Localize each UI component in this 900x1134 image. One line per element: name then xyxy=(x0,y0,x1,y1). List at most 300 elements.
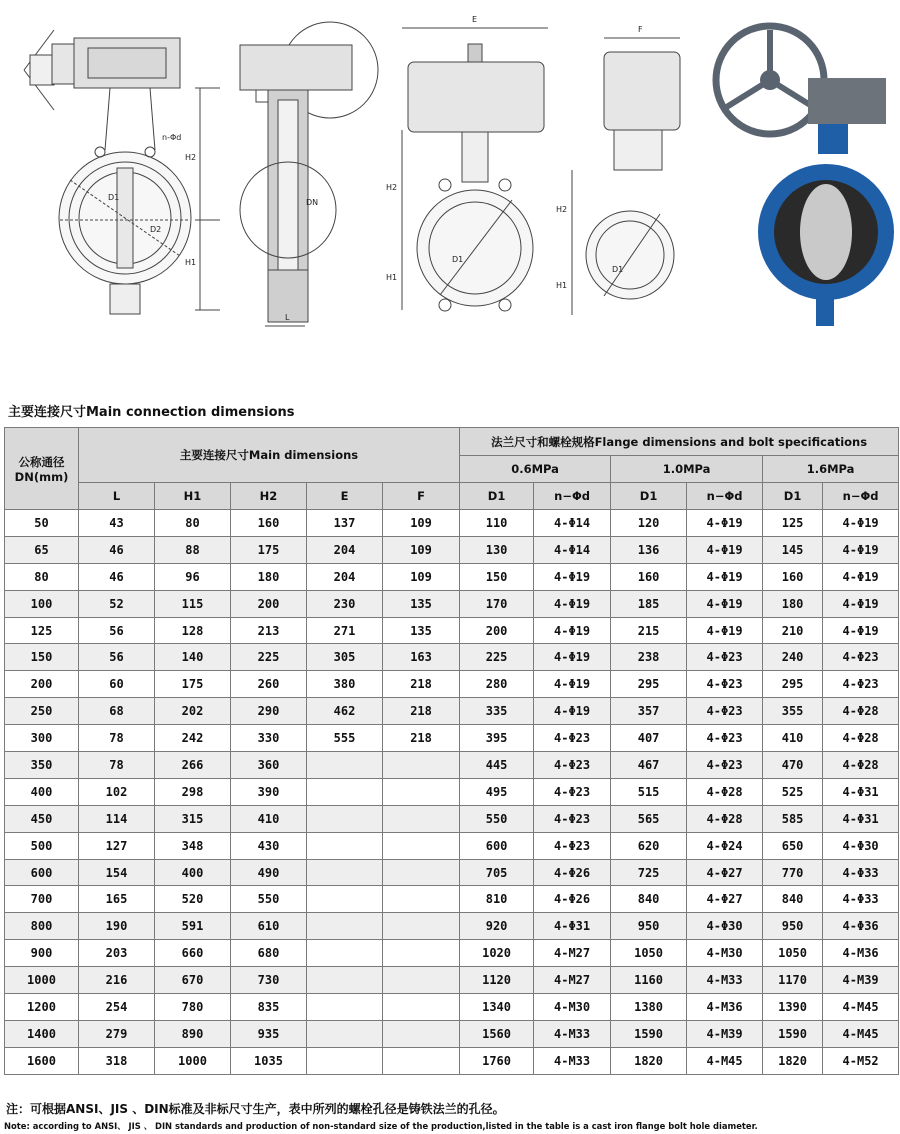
table-cell: 175 xyxy=(155,671,231,698)
technical-drawings xyxy=(0,0,900,340)
note-english: Note: according to ANSI、 JIS 、 DIN standards and production of non-standard size of the production,listed in the table is a cast iron flange bolt hole diameter. xyxy=(4,1121,758,1131)
table-row xyxy=(5,725,899,752)
table-cell: 218 xyxy=(383,671,460,698)
table-cell: 271 xyxy=(307,617,383,644)
table-cell: 1160 xyxy=(611,967,687,994)
table-cell: 4-Φ23 xyxy=(534,752,611,779)
table-cell: 190 xyxy=(79,913,155,940)
table-cell: 175 xyxy=(231,536,307,563)
table-cell: 154 xyxy=(79,859,155,886)
dimensions-table xyxy=(4,427,899,1075)
table-cell: 650 xyxy=(763,832,823,859)
table-cell: 80 xyxy=(155,510,231,537)
table-cell: 203 xyxy=(79,940,155,967)
table-cell: 1120 xyxy=(460,967,534,994)
table-cell: 110 xyxy=(460,510,534,537)
table-cell: 102 xyxy=(79,778,155,805)
table-cell: 4-Φ33 xyxy=(823,886,899,913)
table-cell: 163 xyxy=(383,644,460,671)
table-cell: 130 xyxy=(460,536,534,563)
table-cell: 490 xyxy=(231,859,307,886)
table-cell: 290 xyxy=(231,698,307,725)
table-cell: 445 xyxy=(460,752,534,779)
table-cell: 238 xyxy=(611,644,687,671)
col-d1-06: D1 xyxy=(460,483,534,510)
table-cell: 200 xyxy=(5,671,79,698)
table-cell: 1035 xyxy=(231,1047,307,1074)
table-cell: 250 xyxy=(5,698,79,725)
table-cell: 50 xyxy=(5,510,79,537)
table-cell: 4-Φ19 xyxy=(823,536,899,563)
table-cell: 4-M52 xyxy=(823,1047,899,1074)
label-l: L xyxy=(285,313,290,322)
drawing-side-section xyxy=(240,22,378,326)
table-row xyxy=(5,886,899,913)
col-nphi-10: n−Φd xyxy=(687,483,763,510)
table-cell: 109 xyxy=(383,563,460,590)
table-cell: 230 xyxy=(307,590,383,617)
table-cell: 4-M39 xyxy=(687,1020,763,1047)
table-cell: 136 xyxy=(611,536,687,563)
table-cell: 160 xyxy=(231,510,307,537)
label-h2-fig4: H2 xyxy=(556,205,568,214)
table-cell xyxy=(307,913,383,940)
table-cell: 78 xyxy=(79,752,155,779)
table-cell: 114 xyxy=(79,805,155,832)
table-cell: 1170 xyxy=(763,967,823,994)
table-cell: 4-Φ31 xyxy=(823,778,899,805)
table-row xyxy=(5,617,899,644)
header-flange: 法兰尺寸和螺栓规格Flange dimensions and bolt specifications xyxy=(460,428,899,456)
valve-product-illustration xyxy=(716,26,894,326)
table-cell: 125 xyxy=(5,617,79,644)
table-row xyxy=(5,563,899,590)
table-cell: 1380 xyxy=(611,994,687,1021)
table-cell: 1050 xyxy=(611,940,687,967)
table-cell: 1560 xyxy=(460,1020,534,1047)
table-cell: 43 xyxy=(79,510,155,537)
table-cell: 610 xyxy=(231,913,307,940)
table-cell: 335 xyxy=(460,698,534,725)
table-cell: 170 xyxy=(460,590,534,617)
table-cell: 96 xyxy=(155,563,231,590)
table-cell: 890 xyxy=(155,1020,231,1047)
table-cell xyxy=(383,913,460,940)
label-h2-fig3: H2 xyxy=(386,183,398,192)
table-cell: 330 xyxy=(231,725,307,752)
table-cell: 4-M33 xyxy=(534,1020,611,1047)
table-cell: 935 xyxy=(231,1020,307,1047)
table-cell: 128 xyxy=(155,617,231,644)
table-cell xyxy=(307,832,383,859)
table-cell xyxy=(383,805,460,832)
table-cell: 525 xyxy=(763,778,823,805)
table-cell: 600 xyxy=(5,859,79,886)
table-cell: 4-Φ33 xyxy=(823,859,899,886)
table-cell: 4-Φ28 xyxy=(687,778,763,805)
table-cell: 4-Φ26 xyxy=(534,886,611,913)
table-cell: 80 xyxy=(5,563,79,590)
table-row xyxy=(5,967,899,994)
table-cell xyxy=(307,859,383,886)
table-row xyxy=(5,752,899,779)
label-h2: H2 xyxy=(185,153,197,162)
header-pressure-10: 1.0MPa xyxy=(611,456,763,483)
label-nphi: n-Φd xyxy=(162,133,182,142)
table-cell: 60 xyxy=(79,671,155,698)
table-cell xyxy=(307,778,383,805)
table-cell: 400 xyxy=(155,859,231,886)
drawing-front-view xyxy=(24,30,220,314)
table-cell: 520 xyxy=(155,886,231,913)
table-cell: 4-M39 xyxy=(823,967,899,994)
table-cell: 835 xyxy=(231,994,307,1021)
table-cell: 4-Φ19 xyxy=(687,510,763,537)
table-cell: 240 xyxy=(763,644,823,671)
table-cell: 4-M27 xyxy=(534,967,611,994)
table-cell: 56 xyxy=(79,617,155,644)
table-cell: 109 xyxy=(383,536,460,563)
table-cell: 4-M30 xyxy=(687,940,763,967)
col-e: E xyxy=(307,483,383,510)
table-cell: 216 xyxy=(79,967,155,994)
table-cell: 950 xyxy=(611,913,687,940)
table-cell xyxy=(383,752,460,779)
table-cell: 555 xyxy=(307,725,383,752)
table-cell: 1390 xyxy=(763,994,823,1021)
table-cell: 4-Φ23 xyxy=(534,832,611,859)
table-cell: 4-Φ30 xyxy=(687,913,763,940)
table-cell: 620 xyxy=(611,832,687,859)
table-cell: 56 xyxy=(79,644,155,671)
table-cell: 125 xyxy=(763,510,823,537)
table-row xyxy=(5,671,899,698)
table-cell: 135 xyxy=(383,590,460,617)
table-cell xyxy=(307,940,383,967)
table-cell: 467 xyxy=(611,752,687,779)
table-cell: 470 xyxy=(763,752,823,779)
col-h1: H1 xyxy=(155,483,231,510)
table-cell: 500 xyxy=(5,832,79,859)
table-cell: 680 xyxy=(231,940,307,967)
table-cell: 395 xyxy=(460,725,534,752)
table-cell: 800 xyxy=(5,913,79,940)
table-cell: 305 xyxy=(307,644,383,671)
table-cell: 900 xyxy=(5,940,79,967)
table-cell: 200 xyxy=(231,590,307,617)
table-cell: 4-Φ31 xyxy=(823,805,899,832)
table-cell: 1020 xyxy=(460,940,534,967)
table-cell: 4-Φ27 xyxy=(687,886,763,913)
table-cell: 4-Φ28 xyxy=(823,725,899,752)
table-cell: 390 xyxy=(231,778,307,805)
table-cell: 100 xyxy=(5,590,79,617)
header-pressure-16: 1.6MPa xyxy=(763,456,899,483)
table-cell xyxy=(307,967,383,994)
table-cell: 150 xyxy=(5,644,79,671)
table-row xyxy=(5,805,899,832)
table-cell: 450 xyxy=(5,805,79,832)
table-cell: 1050 xyxy=(763,940,823,967)
table-cell: 4-Φ23 xyxy=(687,752,763,779)
table-cell: 4-Φ19 xyxy=(534,698,611,725)
table-cell xyxy=(383,967,460,994)
table-cell: 4-Φ23 xyxy=(823,644,899,671)
table-cell: 4-M36 xyxy=(823,940,899,967)
table-cell xyxy=(307,1020,383,1047)
table-cell: 4-Φ23 xyxy=(687,725,763,752)
table-cell: 78 xyxy=(79,725,155,752)
table-cell xyxy=(383,940,460,967)
label-e: E xyxy=(472,15,478,24)
table-cell: 4-Φ14 xyxy=(534,536,611,563)
table-cell: 1200 xyxy=(5,994,79,1021)
table-cell: 200 xyxy=(460,617,534,644)
label-h1-fig3: H1 xyxy=(386,273,398,282)
drawing-pneumatic-side xyxy=(572,38,680,315)
table-cell: 4-Φ19 xyxy=(823,617,899,644)
table-cell: 204 xyxy=(307,536,383,563)
table-cell: 52 xyxy=(79,590,155,617)
table-cell: 462 xyxy=(307,698,383,725)
table-cell: 315 xyxy=(155,805,231,832)
table-cell: 920 xyxy=(460,913,534,940)
table-cell: 1760 xyxy=(460,1047,534,1074)
table-cell: 254 xyxy=(79,994,155,1021)
table-cell xyxy=(383,1047,460,1074)
table-cell: 204 xyxy=(307,563,383,590)
table-cell xyxy=(383,859,460,886)
table-cell: 165 xyxy=(79,886,155,913)
table-cell: 348 xyxy=(155,832,231,859)
table-cell: 280 xyxy=(460,671,534,698)
table-cell: 660 xyxy=(155,940,231,967)
col-d1-10: D1 xyxy=(611,483,687,510)
section-title: 主要连接尺寸Main connection dimensions xyxy=(8,405,295,420)
table-cell: 68 xyxy=(79,698,155,725)
table-cell: 137 xyxy=(307,510,383,537)
table-row xyxy=(5,1047,899,1074)
table-cell: 1600 xyxy=(5,1047,79,1074)
table-row xyxy=(5,832,899,859)
table-cell: 4-Φ23 xyxy=(687,644,763,671)
label-d1-fig3: D1 xyxy=(452,255,464,264)
table-cell: 4-Φ19 xyxy=(534,563,611,590)
table-cell: 350 xyxy=(5,752,79,779)
label-h1-fig4: H1 xyxy=(556,281,568,290)
table-cell: 4-Φ23 xyxy=(534,778,611,805)
table-cell: 4-Φ19 xyxy=(534,590,611,617)
table-cell: 4-Φ26 xyxy=(534,859,611,886)
table-cell: 4-Φ28 xyxy=(823,752,899,779)
table-cell: 260 xyxy=(231,671,307,698)
table-cell: 840 xyxy=(611,886,687,913)
table-cell: 266 xyxy=(155,752,231,779)
table-cell: 4-M33 xyxy=(534,1047,611,1074)
table-cell: 298 xyxy=(155,778,231,805)
table-cell: 4-Φ27 xyxy=(687,859,763,886)
table-cell: 4-Φ23 xyxy=(687,698,763,725)
table-cell: 145 xyxy=(763,536,823,563)
header-main: 主要连接尺寸Main dimensions xyxy=(79,428,460,483)
table-cell: 600 xyxy=(460,832,534,859)
header-pressure-06: 0.6MPa xyxy=(460,456,611,483)
table-cell: 150 xyxy=(460,563,534,590)
table-cell: 495 xyxy=(460,778,534,805)
table-cell: 4-Φ28 xyxy=(823,698,899,725)
col-l: L xyxy=(79,483,155,510)
table-row xyxy=(5,778,899,805)
table-cell: 4-Φ19 xyxy=(534,644,611,671)
table-row xyxy=(5,698,899,725)
table-cell: 1820 xyxy=(611,1047,687,1074)
table-cell: 380 xyxy=(307,671,383,698)
table-row xyxy=(5,536,899,563)
table-cell: 109 xyxy=(383,510,460,537)
table-cell: 4-Φ23 xyxy=(687,671,763,698)
table-row xyxy=(5,1020,899,1047)
table-cell: 550 xyxy=(460,805,534,832)
col-d1-16: D1 xyxy=(763,483,823,510)
table-cell: 4-Φ28 xyxy=(687,805,763,832)
table-cell: 1590 xyxy=(763,1020,823,1047)
table-cell xyxy=(383,886,460,913)
table-cell: 670 xyxy=(155,967,231,994)
table-cell: 4-Φ19 xyxy=(687,590,763,617)
table-row xyxy=(5,644,899,671)
drawing-pneumatic-front xyxy=(402,28,548,311)
table-cell: 725 xyxy=(611,859,687,886)
table-cell: 65 xyxy=(5,536,79,563)
col-nphi-06: n−Φd xyxy=(534,483,611,510)
table-cell: 135 xyxy=(383,617,460,644)
table-cell: 4-Φ14 xyxy=(534,510,611,537)
table-cell: 4-M36 xyxy=(687,994,763,1021)
table-cell: 4-Φ23 xyxy=(823,671,899,698)
table-cell: 4-M27 xyxy=(534,940,611,967)
table-cell: 225 xyxy=(460,644,534,671)
table-cell: 4-Φ19 xyxy=(823,510,899,537)
table-cell: 4-Φ31 xyxy=(534,913,611,940)
table-cell: 4-M30 xyxy=(534,994,611,1021)
table-cell xyxy=(383,778,460,805)
table-cell: 705 xyxy=(460,859,534,886)
table-cell: 4-Φ36 xyxy=(823,913,899,940)
table-cell: 1400 xyxy=(5,1020,79,1047)
table-cell: 4-Φ23 xyxy=(534,805,611,832)
table-cell: 160 xyxy=(611,563,687,590)
table-cell: 950 xyxy=(763,913,823,940)
table-cell: 4-M45 xyxy=(823,1020,899,1047)
table-cell: 213 xyxy=(231,617,307,644)
table-cell: 1000 xyxy=(5,967,79,994)
table-cell: 770 xyxy=(763,859,823,886)
table-cell: 355 xyxy=(763,698,823,725)
col-h2: H2 xyxy=(231,483,307,510)
label-d1-fig4: D1 xyxy=(612,265,624,274)
table-cell: 1590 xyxy=(611,1020,687,1047)
table-cell: 218 xyxy=(383,725,460,752)
table-cell: 279 xyxy=(79,1020,155,1047)
table-cell: 127 xyxy=(79,832,155,859)
table-cell: 1340 xyxy=(460,994,534,1021)
table-cell: 4-Φ19 xyxy=(823,563,899,590)
table-cell: 4-Φ23 xyxy=(534,725,611,752)
table-cell: 46 xyxy=(79,536,155,563)
table-row xyxy=(5,913,899,940)
table-cell: 4-Φ19 xyxy=(823,590,899,617)
table-cell: 780 xyxy=(155,994,231,1021)
table-cell: 357 xyxy=(611,698,687,725)
table-cell: 410 xyxy=(763,725,823,752)
table-cell xyxy=(307,805,383,832)
table-cell: 160 xyxy=(763,563,823,590)
table-row xyxy=(5,859,899,886)
table-cell: 295 xyxy=(611,671,687,698)
table-cell: 4-Φ30 xyxy=(823,832,899,859)
label-dn: DN xyxy=(306,198,319,207)
table-cell xyxy=(383,994,460,1021)
table-cell: 210 xyxy=(763,617,823,644)
table-cell: 591 xyxy=(155,913,231,940)
table-cell: 407 xyxy=(611,725,687,752)
table-cell: 4-M45 xyxy=(823,994,899,1021)
table-cell: 295 xyxy=(763,671,823,698)
label-h1: H1 xyxy=(185,258,197,267)
table-cell: 410 xyxy=(231,805,307,832)
table-cell: 225 xyxy=(231,644,307,671)
table-cell xyxy=(307,752,383,779)
table-cell: 515 xyxy=(611,778,687,805)
table-row xyxy=(5,510,899,537)
table-cell: 115 xyxy=(155,590,231,617)
table-cell xyxy=(307,886,383,913)
table-cell: 810 xyxy=(460,886,534,913)
table-cell: 700 xyxy=(5,886,79,913)
table-cell: 140 xyxy=(155,644,231,671)
table-cell: 360 xyxy=(231,752,307,779)
table-row xyxy=(5,590,899,617)
table-cell: 4-Φ24 xyxy=(687,832,763,859)
table-cell: 4-Φ19 xyxy=(687,563,763,590)
table-cell: 88 xyxy=(155,536,231,563)
table-cell xyxy=(307,1047,383,1074)
table-cell: 430 xyxy=(231,832,307,859)
table-cell: 300 xyxy=(5,725,79,752)
table-cell xyxy=(307,994,383,1021)
label-f: F xyxy=(638,25,643,34)
table-cell: 4-Φ19 xyxy=(687,536,763,563)
note-chinese: 注：可根据ANSI、JIS 、DIN标准及非标尺寸生产，表中所列的螺栓孔径是铸铁法兰的孔径。 xyxy=(6,1102,505,1116)
table-cell: 218 xyxy=(383,698,460,725)
header-dn: 公称通径DN(mm) xyxy=(5,428,79,510)
table-cell: 565 xyxy=(611,805,687,832)
table-cell: 180 xyxy=(763,590,823,617)
table-row xyxy=(5,940,899,967)
table-cell: 550 xyxy=(231,886,307,913)
table-cell: 4-M33 xyxy=(687,967,763,994)
table-cell: 4-Φ19 xyxy=(534,617,611,644)
table-row xyxy=(5,994,899,1021)
table-cell: 4-M45 xyxy=(687,1047,763,1074)
col-f: F xyxy=(383,483,460,510)
table-cell: 4-Φ19 xyxy=(687,617,763,644)
table-cell: 1820 xyxy=(763,1047,823,1074)
table-cell: 120 xyxy=(611,510,687,537)
table-cell xyxy=(383,832,460,859)
table-cell: 318 xyxy=(79,1047,155,1074)
table-cell: 1000 xyxy=(155,1047,231,1074)
